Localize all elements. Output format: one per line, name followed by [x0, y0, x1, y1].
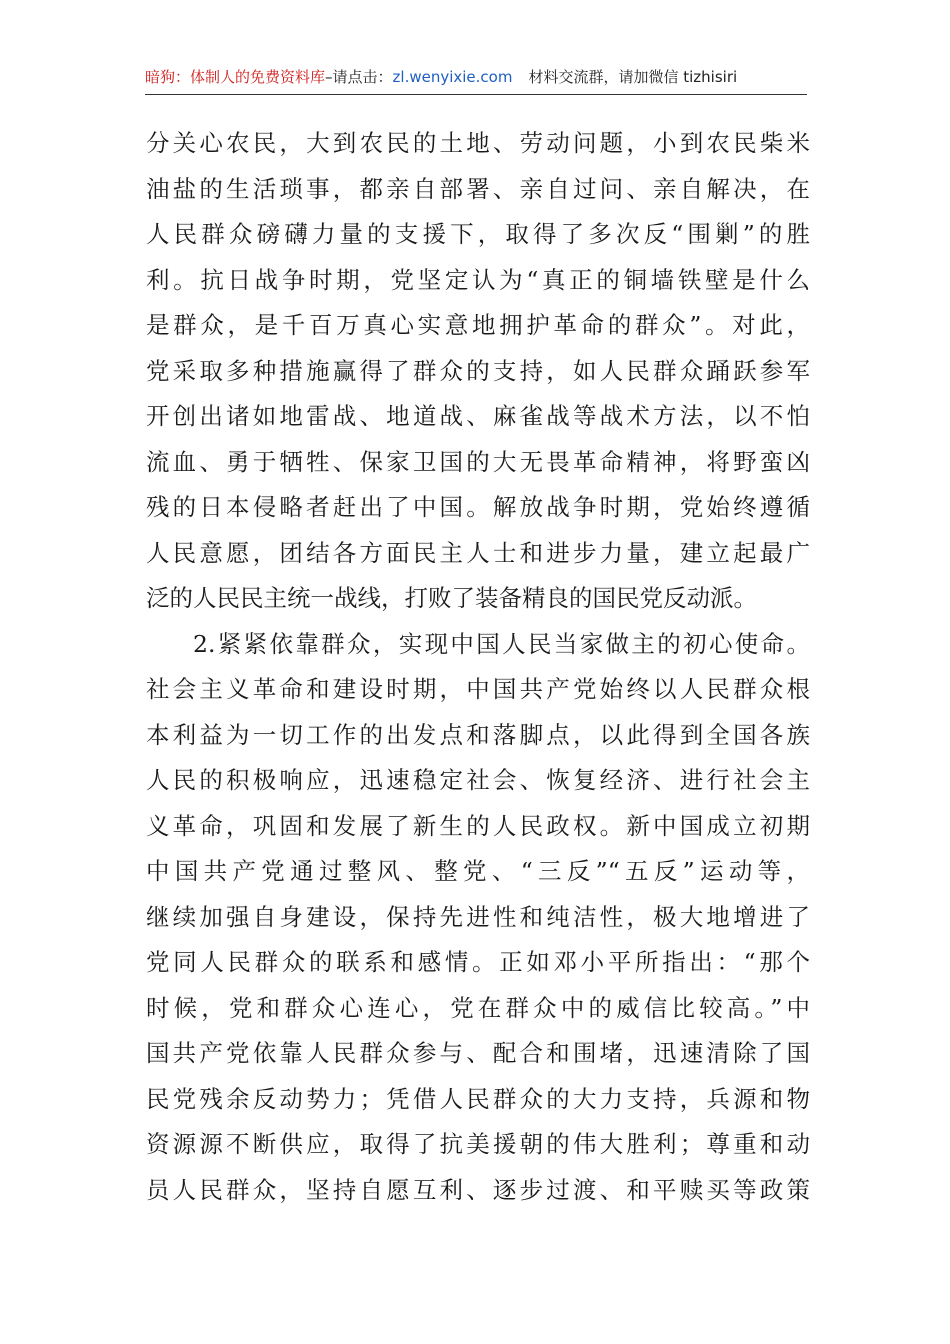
text-line: 流血、勇于牺牲、保家卫国的大无畏革命精神，将野蛮凶: [146, 447, 810, 476]
text-line: 本利益为一切工作的出发点和落脚点，以此得到全国各族: [146, 720, 810, 749]
text-line: 泛的人民民主统一战线，打败了装备精良的国民党反动派。: [146, 584, 757, 612]
text-line: 国共产党依靠人民群众参与、配合和围堵，迅速清除了国: [146, 1039, 810, 1067]
header-ad-text: 暗狗：体制人的免费资料库: [145, 68, 326, 86]
text-line: 利。抗日战争时期，党坚定认为“真正的铜墙铁壁是什么: [146, 265, 810, 294]
text-line: 人民的积极响应，迅速稳定社会、恢复经济、进行社会主: [146, 766, 810, 794]
text-line: 民党残余反动势力；凭借人民群众的大力支持，兵源和物: [146, 1084, 810, 1113]
text-line: 开创出诸如地雷战、地道战、麻雀战等战术方法，以不怕: [146, 402, 810, 430]
text-line: 继续加强自身建设，保持先进性和纯洁性，极大地增进了: [146, 902, 810, 931]
text-line: 党采取多种措施赢得了群众的支持，如人民群众踊跃参军: [146, 356, 810, 385]
header-site-link[interactable]: zl.wenyixie.com: [392, 68, 513, 86]
text-line: 人民群众磅礴力量的支援下，取得了多次反“围剿”的胜: [146, 220, 810, 248]
text-line: 社会主义革命和建设时期，中国共产党始终以人民群众根: [146, 675, 810, 703]
text-line: 时候，党和群众心连心，党在群众中的威信比较高。”中: [146, 993, 810, 1022]
text-line: 油盐的生活琐事，都亲自部署、亲自过问、亲自解决，在: [146, 174, 810, 203]
text-line: 党同人民群众的联系和感情。正如邓小平所指出：“那个: [146, 948, 810, 976]
text-line: 中国共产党通过整风、整党、“三反”“五反”运动等，: [146, 857, 810, 885]
page-header: [145, 62, 807, 95]
section-heading-line: 2.紧紧依靠群众，实现中国人民当家做主的初心使命。: [193, 629, 810, 658]
text-line: 义革命，巩固和发展了新生的人民政权。新中国成立初期: [146, 811, 810, 840]
text-line: 人民意愿，团结各方面民主人士和进步力量，建立起最广: [146, 538, 810, 567]
text-line: 员人民群众，坚持自愿互利、逐步过渡、和平赎买等政策: [146, 1175, 810, 1204]
text-line: 残的日本侵略者赶出了中国。解放战争时期，党始终遵循: [146, 493, 810, 521]
header-wechat-text: 材料交流群，请加微信 tizhisiri: [528, 68, 738, 86]
text-line: 分关心农民，大到农民的土地、劳动问题，小到农民柴米: [146, 129, 810, 157]
header-click-text: –请点击：: [325, 68, 393, 86]
text-line: 是群众，是千百万真心实意地拥护革命的群众”。对此，: [146, 311, 810, 339]
text-line: 资源源不断供应，取得了抗美援朝的伟大胜利；尊重和动: [146, 1130, 810, 1158]
document-body: [146, 121, 810, 1213]
